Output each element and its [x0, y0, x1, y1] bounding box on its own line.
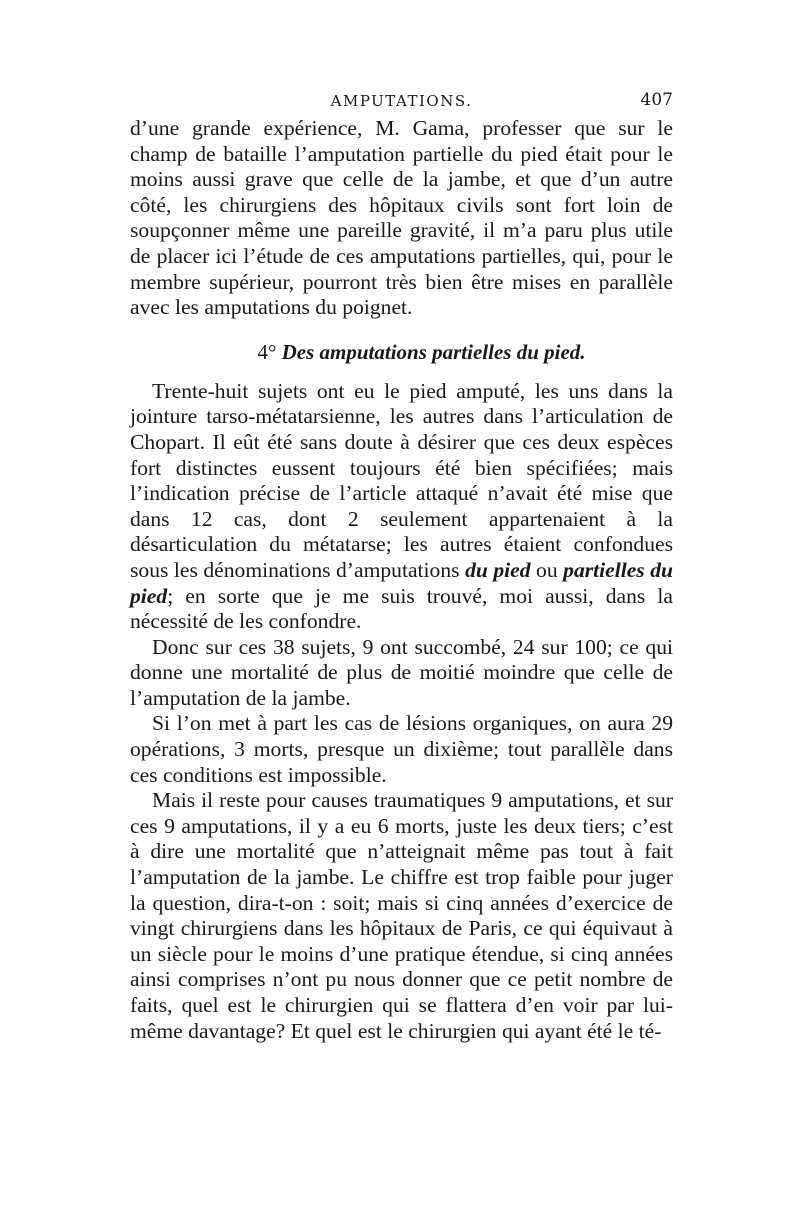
- section-title: Des amputations partielles du pied.: [281, 339, 586, 364]
- paragraph-2-text-2: ou: [536, 557, 558, 582]
- opening-paragraph: d’une grande expérience, M. Gama, professer que sur le champ de bataille l’amputation partielle du pied était pour le moins aussi grave que celle de la jambe, et que d’un autre côté, les chirurgiens des hôpitaux civils sont fort loin de soupçonner même une pareille gravité, il m’a paru plus utile de placer ici l’étude de ces amputations partielles, qui, pour le membre supérieur, pourront très bien être mises en parallèle avec les amputations du poignet.: [130, 116, 673, 320]
- book-page: [130, 88, 673, 1044]
- running-head: [130, 88, 673, 116]
- section-heading: [130, 339, 673, 365]
- running-title: AMPUTATIONS.: [330, 92, 473, 110]
- paragraph-mais: Mais il reste pour causes traumatiques 9 amputations, et sur ces 9 amputations, il y a eu 6 morts, juste les deux tiers; c’est à dire une mortalité que n’atteignait même pas tout à fait l’amputation de la jambe. Le chiffre est trop faible pour juger la question, dira-t-on : soit; mais si cinq années d’exercice de vingt chirurgiens dans les hôpitaux de Paris, ce qui équivaut à un siècle pour le moins d’une pratique étendue, si cinq années ainsi comprises n’ont pu nous donner que ce petit nombre de faits, quel est le chirurgien qui se flattera d’en voir par lui-même davantage? Et quel est le chirurgien qui ayant été le té-: [130, 788, 673, 1043]
- paragraph-trente-huit: [130, 379, 673, 635]
- paragraph-2-text-3: ; en sorte que je me suis trouvé, moi aussi, dans la nécessité de les confondre.: [130, 583, 673, 634]
- section-number: 4°: [257, 339, 277, 364]
- page-number: 407: [640, 90, 673, 110]
- paragraph-2-italic-2: partielles du pied: [130, 557, 674, 608]
- paragraph-2-italic-1: du pied: [465, 557, 531, 582]
- paragraph-2-text-1: Trente-huit sujets ont eu le pied amputé, les uns dans la jointure tarso-métatarsienne, les autres dans l’articulation de Chopart. Il eût été sans doute à désirer que ces deux espèces fort distinctes eussent toujours été bien spécifiées; mais l’indication précise de l’article attaqué n’avait été mise que dans 12 cas, dont 2 seulement appartenaient à la désarticulation du métatarse; les autres étaient confondues sous les dénominations d’amputations: [130, 378, 673, 582]
- body-text: [130, 116, 673, 1044]
- paragraph-donc: Donc sur ces 38 sujets, 9 ont succombé, 24 sur 100; ce qui donne une mortalité de plus de moitié moindre que celle de l’amputation de la jambe.: [130, 634, 673, 710]
- paragraph-si-lon: Si l’on met à part les cas de lésions organiques, on aura 29 opérations, 3 morts, presque un dixième; tout parallèle dans ces conditions est impossible.: [130, 711, 673, 787]
